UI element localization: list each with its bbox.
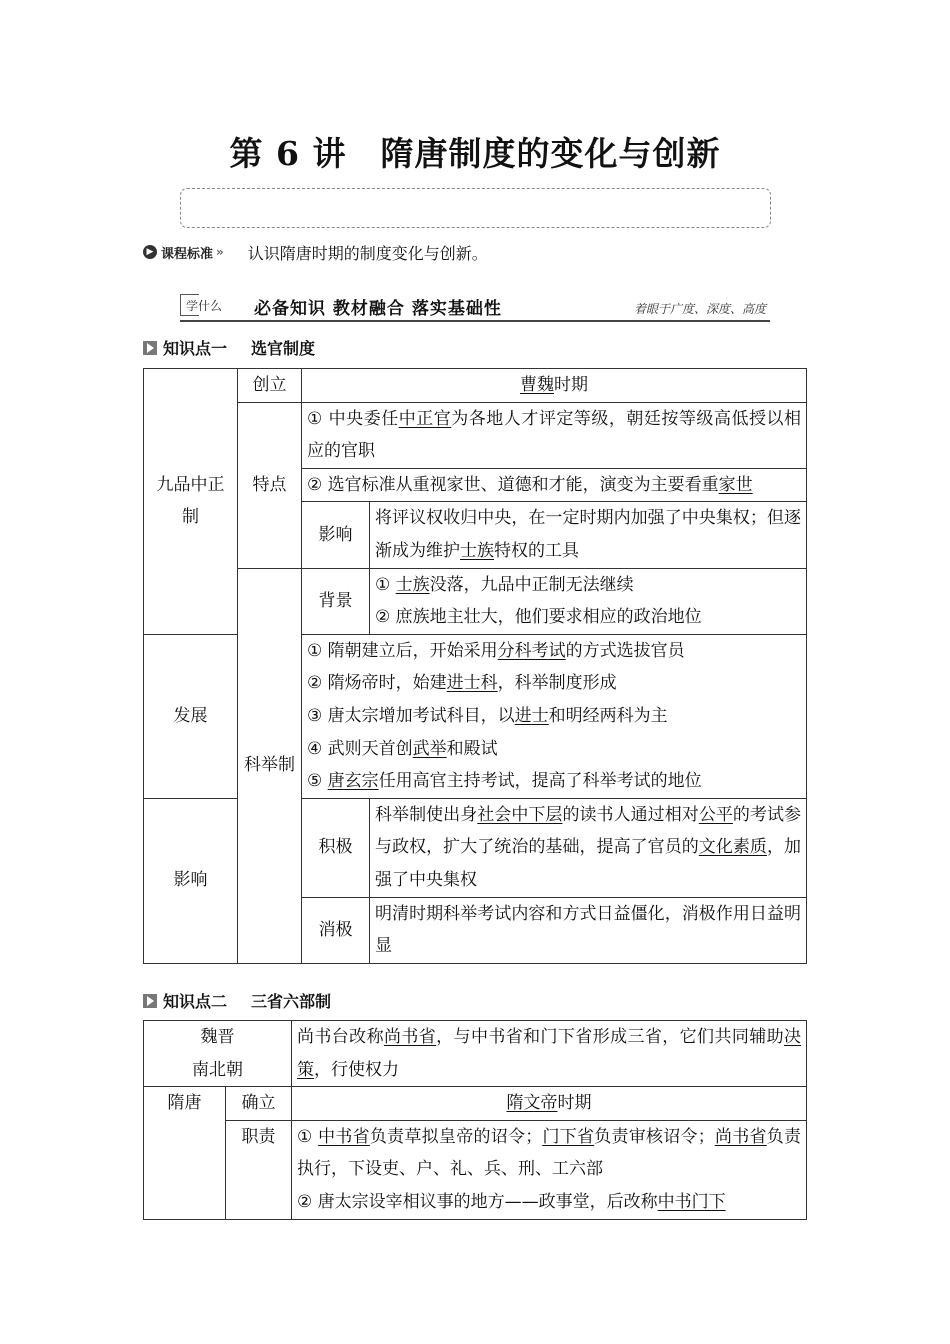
cell-beijing-val <box>370 568 807 634</box>
cell-xiaoji <box>302 897 370 963</box>
underlined-term: 社会中下层 <box>477 804 563 825</box>
cell-weijin <box>144 1021 292 1087</box>
underlined-term: 决策 <box>297 1027 802 1080</box>
text: 尚书台改称 <box>297 1027 384 1047</box>
text: 明清时期科举考试内容和方式日益僵化，消极作用日益明显 <box>375 903 801 957</box>
text: 科举制使出身 <box>375 804 478 825</box>
cell-tedian-2 <box>302 468 807 502</box>
text: ① <box>375 574 396 595</box>
cell-zhize-val <box>292 1120 807 1219</box>
course-standard <box>143 241 488 263</box>
underlined-term: 中书门下 <box>657 1191 726 1212</box>
underlined-term: 分科考试 <box>497 640 566 661</box>
underlined-term: 尚书省 <box>714 1126 767 1147</box>
text: ② 选官标准从重视家世、道德和才能，演变为主要看重 <box>307 474 719 495</box>
section-banner <box>180 292 770 322</box>
text: ，与中书省和门下省形成三省，它们共同辅助 <box>436 1027 785 1047</box>
text: 特权的工具 <box>494 540 579 561</box>
label: 职责 <box>241 1126 276 1147</box>
cell-chuangli <box>238 369 302 403</box>
cell-tedian-1 <box>302 402 807 468</box>
label: 背景 <box>318 590 353 611</box>
underlined-term: 士族 <box>395 574 430 595</box>
cell-queli <box>226 1087 292 1121</box>
banner-subtitle: 着眼于广度、深度、高度 <box>633 302 766 316</box>
cell-queli-val <box>292 1087 807 1121</box>
text: ① <box>297 1126 319 1147</box>
badge-label: 课程标准 <box>161 246 214 262</box>
label: 南北朝 <box>192 1059 243 1080</box>
cell-chuangli-val <box>302 369 807 403</box>
label: 特点 <box>252 474 287 495</box>
underlined-term: 曹魏 <box>520 375 554 395</box>
label: 创立 <box>252 375 287 395</box>
underlined-term: 中正官 <box>398 408 452 429</box>
text: ① 中央委任 <box>307 408 399 429</box>
banner-logo <box>180 294 230 316</box>
section-heading-2 <box>143 989 331 1012</box>
label: 魏晋 <box>200 1027 235 1047</box>
label: 九品中正制 <box>156 474 225 528</box>
cell-fazhan <box>144 634 238 798</box>
label: 隋唐 <box>167 1093 202 1114</box>
underlined-term: 隋文帝 <box>506 1093 558 1114</box>
label: 科举制 <box>244 755 295 776</box>
underlined-term: 唐玄宗 <box>327 771 379 792</box>
text: 负责审核诏令； <box>594 1126 715 1147</box>
text: 和明经两科为主 <box>548 705 668 726</box>
cell-keju <box>238 568 302 963</box>
text: 和殿试 <box>446 738 498 759</box>
text: 的考试参与政权，扩大了统治的基础，提高了官员的 <box>375 804 802 858</box>
underlined-term: 士族 <box>460 540 494 561</box>
cell-fazhan-val <box>302 634 807 798</box>
label: 发展 <box>173 705 208 726</box>
triangle-icon <box>143 341 157 355</box>
page-title: 第 6 讲 隋唐制度的变化与创新 <box>229 134 721 173</box>
underlined-term: 武举 <box>412 738 447 759</box>
text: 的读书人通过相对 <box>562 804 699 825</box>
text: 负责草拟皇帝的诏令； <box>369 1126 543 1147</box>
text: 将评议权收归中央，在一定时期内加强了中央集权；但逐渐成为维护 <box>375 508 801 561</box>
section-name: 选官制度 <box>251 339 316 358</box>
cell-suitang <box>144 1087 226 1219</box>
text: 负责执行，下设吏、户、礼、兵、刑、工六部 <box>297 1126 802 1180</box>
underlined-term: 门下省 <box>542 1126 595 1147</box>
label: 影响 <box>318 524 353 545</box>
text: 时期 <box>557 1093 592 1114</box>
underlined-term: 文化素质 <box>698 837 767 858</box>
cell-yingxiang-val <box>370 502 807 568</box>
banner-title: 必备知识 教材融合 落实基础性 <box>254 299 502 319</box>
cell-weijin-val <box>292 1021 807 1087</box>
cell-yingxiang2 <box>144 798 238 963</box>
underlined-term: 公平 <box>698 804 733 825</box>
section-number: 知识点一 <box>163 339 228 358</box>
triangle-icon <box>143 994 157 1008</box>
label: 确立 <box>241 1093 276 1114</box>
text: ③ 唐太宗增加考试科目，以 <box>307 705 515 726</box>
cell-yingxiang <box>302 502 370 568</box>
underlined-term: 中书省 <box>318 1126 370 1147</box>
text: ④ 武则天首创 <box>307 738 413 759</box>
underlined-term: 家世 <box>718 474 753 495</box>
text: ，加强了中央集权 <box>375 837 802 890</box>
dashed-placeholder-box <box>180 188 771 228</box>
text: ① 隋朝建立后，开始采用 <box>307 640 498 661</box>
logo-text: 学什么 <box>186 299 223 313</box>
cell-jiji <box>302 798 370 897</box>
label: 积极 <box>318 837 353 858</box>
cell-tedian <box>238 402 302 568</box>
cell-jiji-val <box>370 798 807 897</box>
course-standard-badge <box>143 243 224 262</box>
section-heading-1 <box>143 336 315 359</box>
underlined-term: 进士科 <box>446 673 498 694</box>
text: 任用高官主持考试，提高了科举考试的地位 <box>378 771 702 792</box>
text: 为各地人才评定等级，朝廷按等级高低授以相应的官职 <box>307 408 801 462</box>
text: ② 庶族地主壮大，他们要求相应的政治地位 <box>375 607 702 628</box>
cell-jiupin <box>144 369 238 635</box>
text: 时期 <box>554 375 588 395</box>
text: 的方式选拔官员 <box>565 640 685 661</box>
text: ，行使权力 <box>314 1059 399 1080</box>
cell-zhize <box>226 1120 292 1219</box>
section-number: 知识点二 <box>163 992 228 1011</box>
text: ，科举制度形成 <box>497 673 617 694</box>
text: ② 唐太宗设宰相议事的地方——政事堂，后改称 <box>297 1191 658 1212</box>
label: 消极 <box>318 919 353 940</box>
underlined-term: 进士 <box>514 705 549 726</box>
course-standard-text: 认识隋唐时期的制度变化与创新。 <box>247 243 488 263</box>
selection-system-table <box>143 368 807 964</box>
label: 影响 <box>173 870 208 891</box>
cell-beijing <box>302 568 370 634</box>
text: 没落，九品中正制无法继续 <box>429 574 634 595</box>
double-chevron-icon: » <box>216 245 224 259</box>
section-name: 三省六部制 <box>251 992 332 1011</box>
play-icon: ▶ <box>143 245 157 259</box>
cell-xiaoji-val <box>370 897 807 963</box>
three-departments-table <box>143 1020 807 1220</box>
underlined-term: 尚书省 <box>383 1027 437 1047</box>
text: ⑤ <box>307 771 328 792</box>
text: ② 隋炀帝时，始建 <box>307 673 447 694</box>
